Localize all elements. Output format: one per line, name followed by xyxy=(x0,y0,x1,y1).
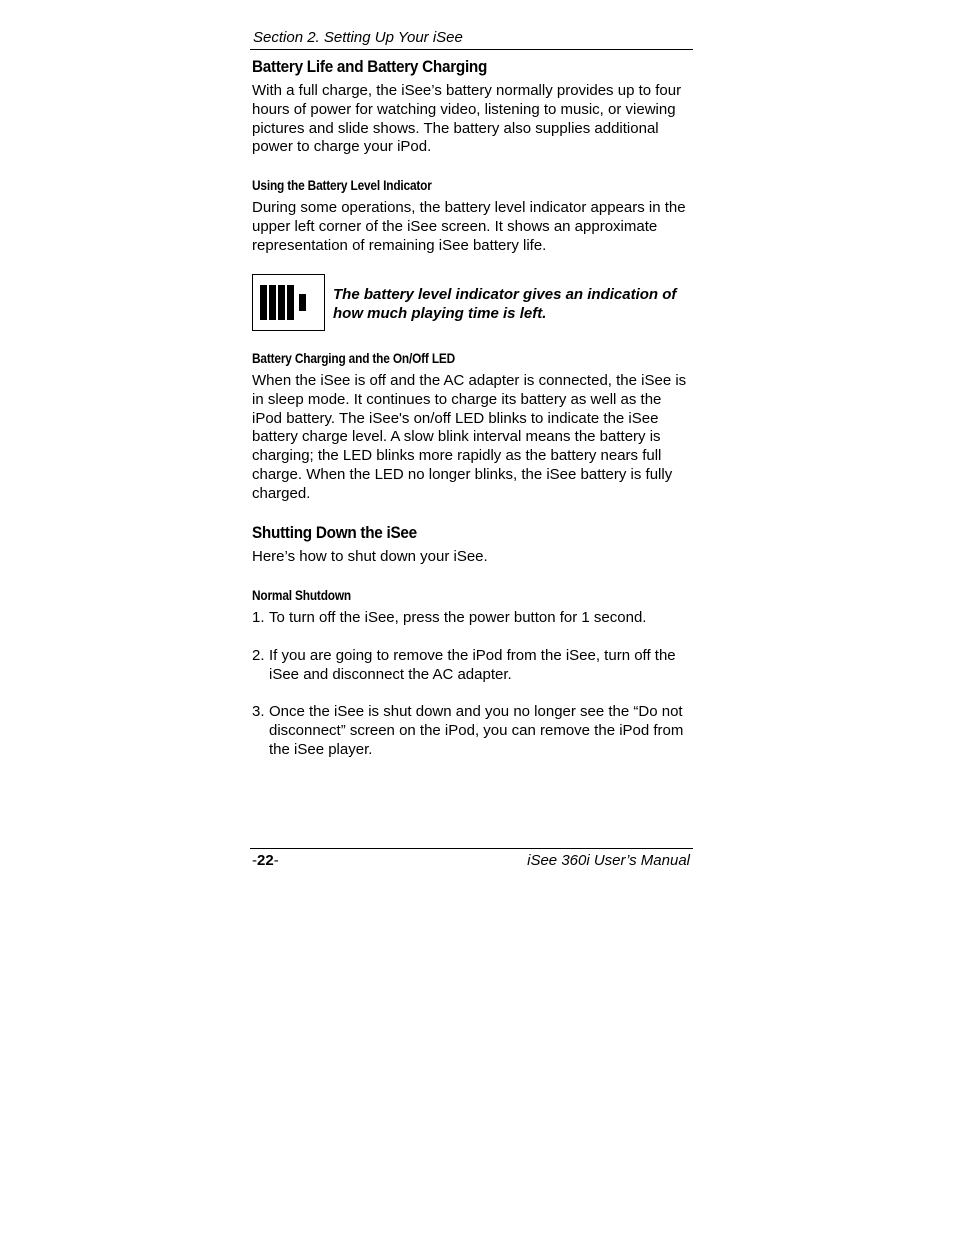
page-number-dash-right: - xyxy=(273,852,279,869)
charging-paragraph: When the iSee is off and the AC adapter is connected, the iSee is in sleep mode. It continues to charge its battery as well as the iPod battery. The iSee's on/off LED blinks to indicate the iSee battery charge level. A slow blink interval means the battery is charging; the LED blinks more rapidly as the battery nears full charge. When the LED no longer blinks, the iSee battery is fully charged. xyxy=(252,372,687,502)
heading-normal-shutdown: Normal Shutdown xyxy=(252,588,351,603)
heading-battery-charging: Battery Charging and the On/Off LED xyxy=(252,351,456,366)
step-text: Once the iSee is shut down and you no longer see the “Do not disconnect” screen on the iPod, you can remove the iPod from the iSee player. xyxy=(269,703,684,758)
section-title: Section 2. Setting Up Your iSee xyxy=(253,29,463,46)
heading-battery-level-indicator: Using the Battery Level Indicator xyxy=(252,178,432,193)
manual-title: iSee 360i User’s Manual xyxy=(527,852,690,869)
note-text: The battery level indicator gives an indication of how much playing time is left. xyxy=(333,286,677,322)
indicator-paragraph: During some operations, the battery level indicator appears in the upper left corner of the iSee screen. It shows an approximate representation of remaining iSee battery life. xyxy=(252,199,686,254)
heading-battery-life: Battery Life and Battery Charging xyxy=(252,57,488,76)
page-number xyxy=(252,852,279,869)
step-text: If you are going to remove the iPod from the iSee, turn off the iSee and disconnect the AC adapter. xyxy=(269,647,676,683)
page-number-dash-left: - xyxy=(252,852,257,869)
step-number: 2. xyxy=(252,647,265,664)
shutdown-intro-paragraph: Here’s how to shut down your iSee. xyxy=(252,548,488,565)
list-item xyxy=(252,609,692,628)
manual-page xyxy=(250,0,693,1235)
step-text: To turn off the iSee, press the power button for 1 second. xyxy=(269,609,647,626)
page-number-value: 22 xyxy=(257,852,274,869)
note-callout xyxy=(252,274,692,331)
step-number: 1. xyxy=(252,609,265,626)
running-header xyxy=(250,27,693,50)
running-footer xyxy=(250,848,693,875)
list-item xyxy=(252,647,692,685)
battery-intro-paragraph: With a full charge, the iSee’s battery normally provides up to four hours of power for watching video, listening to music, or viewing pictures and slide shows. The battery also supplies additional power to charge your iPod. xyxy=(252,82,682,156)
list-item xyxy=(252,703,692,759)
step-number: 3. xyxy=(252,703,265,720)
heading-shutting-down: Shutting Down the iSee xyxy=(252,523,417,542)
battery-level-icon xyxy=(252,274,325,331)
